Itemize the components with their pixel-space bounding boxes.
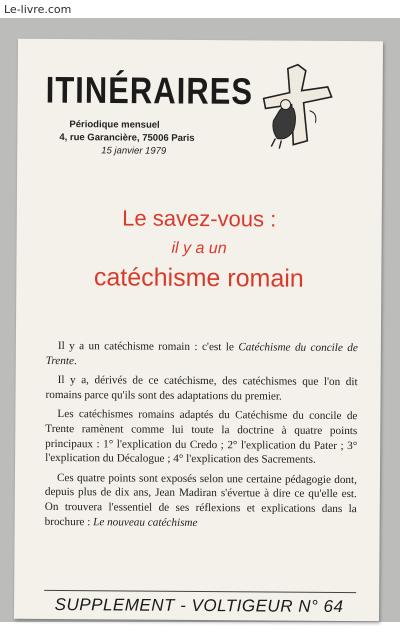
masthead-title: ITINÉRAIRES <box>45 68 254 113</box>
paragraph: Il y a, dérivés de ce catéchisme, des catéchismes que l'on dit romains parce qu'ils sont des adaptations du premier. <box>45 374 358 403</box>
document-page <box>14 39 383 622</box>
cross-figure-emblem-icon <box>257 60 338 151</box>
publication-type: Périodique mensuel <box>69 119 160 131</box>
issue-date: 15 janvier 1979 <box>101 145 167 157</box>
divider <box>44 590 356 593</box>
watermark: Le-livre.com <box>4 3 72 16</box>
headline-line1: Le savez-vous : <box>122 205 277 232</box>
headline-line3: catéchisme romain <box>93 263 304 293</box>
paragraph: Les catéchismes romains adaptés du Catéchisme du concile de Trente ramènent comme lui toute la doctrine à quatre points principaux : 1° l'explication du Credo ; 2° l'explication du Pater ; 3° l'explication du Décalogue ; 4° l'explication des Sacrements. <box>45 408 358 466</box>
headline-line2: il y a un <box>171 239 227 258</box>
paragraph: Ces quatre points sont exposés selon une certaine pédagogie dont, depuis plus de dix ans, Jean Madiran s'évertue à dire ce qu'elle est. On trouvera l'essentiel de ses réflexions et explications dans la brochure : Le nouveau catéchisme <box>44 471 357 529</box>
article-body <box>45 339 358 536</box>
publisher-address: 4, rue Garancière, 75006 Paris <box>59 132 195 144</box>
supplement-footer: SUPPLEMENT - VOLTIGEUR N° 64 <box>54 595 344 617</box>
photo-background <box>0 18 400 622</box>
paragraph: Il y a un catéchisme romain : c'est le Catéchisme du concile de Trente. <box>45 340 358 367</box>
